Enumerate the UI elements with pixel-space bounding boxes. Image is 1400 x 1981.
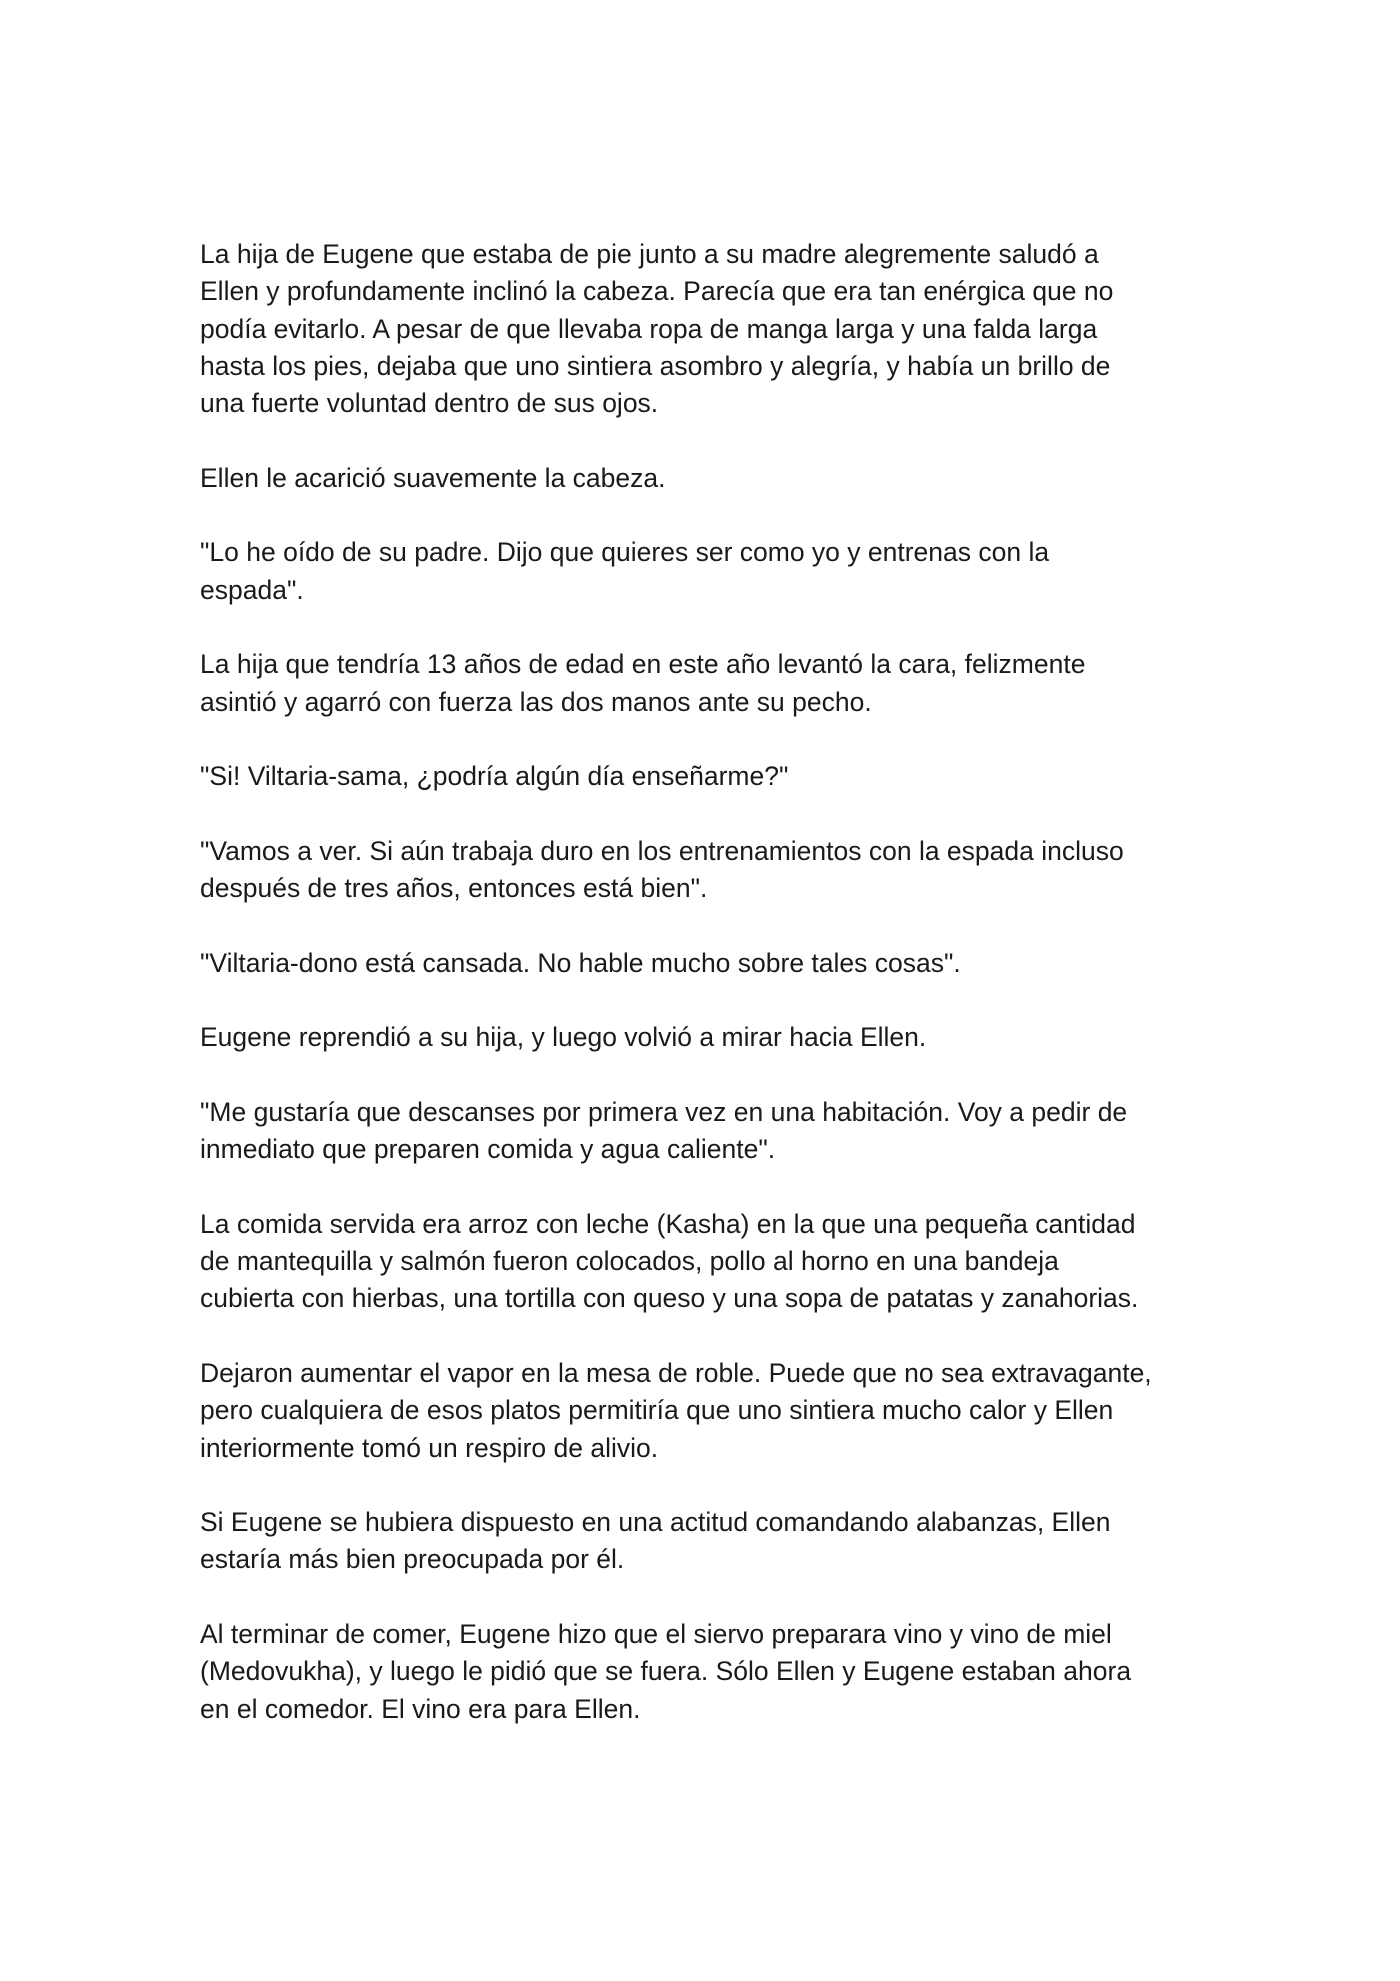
text-line: (Medovukha), y luego le pidió que se fuera. Sólo Ellen y Eugene estaban ahora (200, 1656, 1132, 1687)
paragraph (200, 1094, 1220, 1169)
paragraph (200, 460, 1220, 497)
text-line: "Vamos a ver. Si aún trabaja duro en los entrenamientos con la espada incluso (200, 835, 1124, 866)
text-line: "Lo he oído de su padre. Dijo que quieres ser como yo y entrenas con la (200, 537, 1050, 568)
text-line: en el comedor. El vino era para Ellen. (200, 1693, 641, 1724)
paragraph (200, 945, 1220, 982)
text-line: cubierta con hierbas, una tortilla con queso y una sopa de patatas y zanahorias. (200, 1283, 1139, 1314)
text-line: "Si! Viltaria-sama, ¿podría algún día enseñarme?" (200, 761, 789, 792)
text-line: hasta los pies, dejaba que uno sintiera asombro y alegría, y había un brillo de (200, 350, 1111, 381)
document-body (200, 236, 1220, 1728)
text-line: inmediato que preparen comida y agua caliente". (200, 1134, 776, 1165)
paragraph (200, 1504, 1220, 1579)
text-line: interiormente tomó un respiro de alivio. (200, 1432, 659, 1463)
text-line: Ellen y profundamente inclinó la cabeza. Parecía que era tan enérgica que no (200, 276, 1114, 307)
text-line: "Viltaria-dono está cansada. No hable mucho sobre tales cosas". (200, 947, 961, 978)
text-line: Al terminar de comer, Eugene hizo que el siervo preparara vino y vino de miel (200, 1618, 1112, 1649)
text-line: La comida servida era arroz con leche (Kasha) en la que una pequeña cantidad (200, 1208, 1136, 1239)
text-line: Si Eugene se hubiera dispuesto en una actitud comandando alabanzas, Ellen (200, 1507, 1111, 1538)
text-line: La hija que tendría 13 años de edad en este año levantó la cara, felizmente (200, 649, 1086, 680)
paragraph (200, 236, 1220, 422)
text-line: "Me gustaría que descanses por primera vez en una habitación. Voy a pedir de (200, 1096, 1128, 1127)
text-line: espada". (200, 574, 304, 605)
text-line: de mantequilla y salmón fueron colocados, pollo al horno en una bandeja (200, 1246, 1059, 1277)
text-line: La hija de Eugene que estaba de pie junto a su madre alegremente saludó a (200, 239, 1099, 269)
paragraph (200, 646, 1220, 721)
paragraph (200, 1355, 1220, 1467)
paragraph (200, 1019, 1220, 1056)
text-line: una fuerte voluntad dentro de sus ojos. (200, 388, 659, 419)
paragraph (200, 1616, 1220, 1728)
text-line: Ellen le acarició suavemente la cabeza. (200, 462, 666, 493)
text-line: pero cualquiera de esos platos permitiría que uno sintiera mucho calor y Ellen (200, 1395, 1114, 1426)
text-line: podía evitarlo. A pesar de que llevaba ropa de manga larga y una falda larga (200, 313, 1098, 344)
text-line: después de tres años, entonces está bien". (200, 873, 708, 904)
paragraph (200, 534, 1220, 609)
paragraph (200, 758, 1220, 795)
text-line: asintió y agarró con fuerza las dos manos ante su pecho. (200, 686, 872, 717)
paragraph (200, 1206, 1220, 1318)
text-line: Dejaron aumentar el vapor en la mesa de roble. Puede que no sea extravagante, (200, 1357, 1152, 1388)
paragraph (200, 833, 1220, 908)
text-line: Eugene reprendió a su hija, y luego volvió a mirar hacia Ellen. (200, 1022, 927, 1053)
text-line: estaría más bien preocupada por él. (200, 1544, 625, 1575)
